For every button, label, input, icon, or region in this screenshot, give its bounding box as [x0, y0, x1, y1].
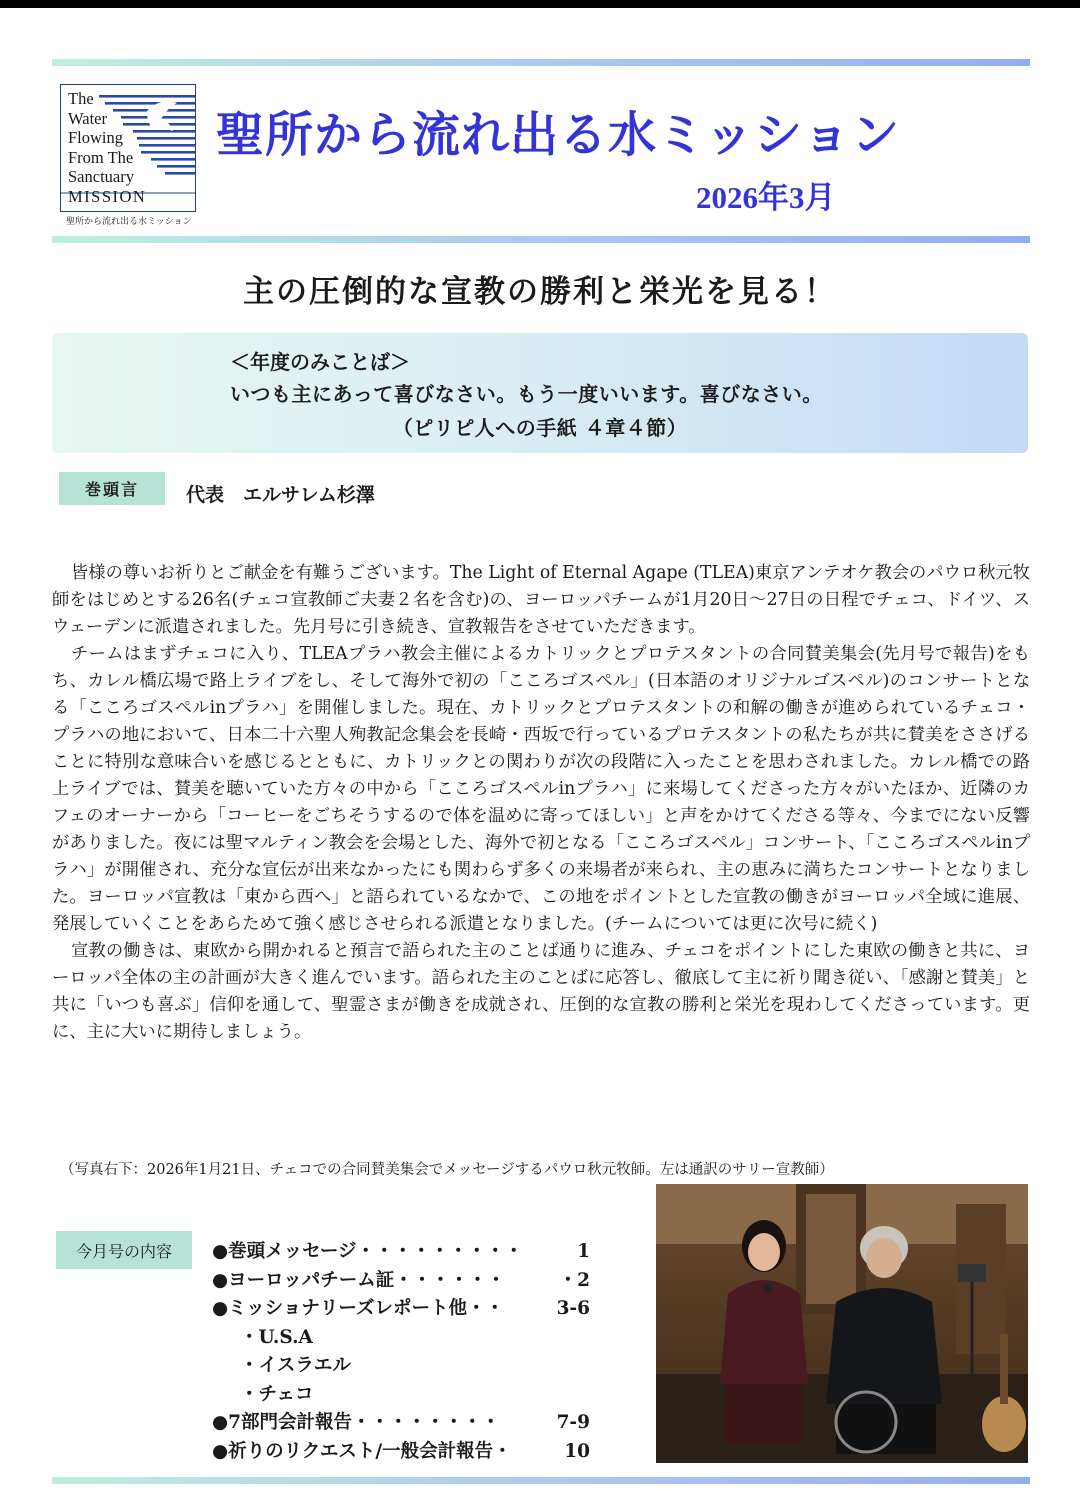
logo-line-6: MISSION [68, 186, 147, 206]
toc-subitem [212, 1324, 612, 1353]
preface-paragraph-3: 宣教の働きは、東欧から開かれると預言で語られた主のことば通りに進み、チェコをポイントにした東欧の働きと共に、ヨーロッパ全体の主の計画が大きく進んでいます。語られた主のことばに応答し、徹底して主に祈り聞き従い、「感謝と賛美」と共に「いつも喜ぶ」信仰を通して、聖霊さまが働きを成就され、圧倒的な宣教の勝利と栄光を現わしてくださっています。更に、主に大いに期待しましょう。 [52, 941, 1030, 1042]
toc-item [212, 1409, 612, 1438]
team-photo [656, 1184, 1028, 1463]
toc-subitem [212, 1381, 612, 1410]
logo-wordmark [68, 89, 193, 206]
logo-line-3: Flowing [68, 128, 124, 147]
top-black-bar [0, 0, 1080, 8]
preface-body [52, 560, 1030, 1046]
table-of-contents [212, 1238, 612, 1466]
toc-item [212, 1238, 612, 1267]
logo-box [60, 84, 196, 212]
verse-text: いつも主にあって喜びなさい。もう一度いいます。喜びなさい。 [230, 382, 823, 406]
toc-item-page: 10 [564, 1440, 590, 1462]
contents-tag: 今月号の内容 [56, 1231, 192, 1269]
photo-caption: （写真右下：2026年1月21日、チェコでの合同賛美集会でメッセージするパウロ秋元牧師。左は通訳のサリー宣教師） [60, 1162, 834, 1178]
verse-heading: ＜年度のみことば＞ [230, 350, 410, 374]
mission-logo [60, 84, 196, 226]
toc-subitem-label: ・U.S.A [240, 1326, 313, 1348]
preface-paragraph-2: チームはまずチェコに入り、TLEAプラハ教会主催によるカトリックとプロテスタントの合同賛美集会(先月号で報告)をもち、カレル橋広場で路上ライブをし、そして海外で初の「こころゴスペル」(日本語のオリジナルゴスペル)のコンサートとなる「こころゴスペルinプラハ」を開催しました。現在、カトリックとプロテスタントの和解の働きが進められているチェコ・プラハの地において、日本二十六聖人殉教記念集会を長崎・西坂で行っているプロテスタントの私たちが共に賛美をささげることに特別な意味合いを感じるとともに、カトリックとの関わりが次の段階に入ったことを思わされました。カレル橋での路上ライブでは、賛美を聴いていた方々の中から「こころゴスペルinプラハ」に来場してくださった方々がいたほか、近隣のカフェのオーナーから「コーヒーをごちそうするので体を温めに寄ってほしい」と声をかけてくださる等々、今までにない反響がありました。夜には聖マルティン教会を会場とした、海外で初となる「こころゴスペル」コンサート、「こころゴスペルinプラハ」が開催され、充分な宣伝が出来なかったにも関わらず多くの来場者が来られ、主の恵みに満ちたコンサートとなりました。ヨーロッパ宣教は「東から西へ」と語られているなかで、この地をポイントとした宣教の働きがヨーロッパ全域に進展、発展していくことをあらためて強く感じさせられる派遣となりました。(チームについては更に次号に続く) [52, 644, 1031, 934]
toc-item [212, 1295, 612, 1324]
preface-author: 代表 エルサレム杉澤 [186, 484, 375, 506]
header-bottom-band [52, 236, 1030, 243]
footer-band [52, 1477, 1030, 1484]
toc-item [212, 1267, 612, 1296]
logo-line-5: Sanctuary [68, 167, 134, 186]
toc-item-page: 1 [577, 1241, 590, 1262]
verse-reference: （ピリピ人への手紙 ４章４節） [392, 416, 688, 440]
toc-item-page: 3-6 [556, 1298, 590, 1319]
toc-item-label: ●ミッショナリーズレポート他・・ [212, 1298, 504, 1319]
logo-caption: 聖所から流れ出る水ミッション [66, 217, 192, 227]
toc-item-page: 7-9 [556, 1412, 590, 1433]
toc-item-page: ・2 [558, 1269, 590, 1291]
toc-subitem [212, 1352, 612, 1381]
headline: 主の圧倒的な宣教の勝利と栄光を見る！ [243, 274, 837, 310]
toc-item-label: ●祈りのリクエスト/一般会計報告・ [212, 1440, 512, 1462]
logo-line-2: Water [68, 108, 107, 128]
toc-subitem-label: ・チェコ [240, 1383, 314, 1405]
preface-paragraph-1: 皆様の尊いお祈りとご献金を有難うございます。The Light of Eternal Agape (TLEA)東京アンテオケ教会のパウロ秋元牧師をはじめとする26名(チェコ宣教師ご夫妻２名を含む)の、ヨーロッパチームが1月20日〜27日の日程でチェコ、ドイツ、スウェーデンに派遣されました。先月号に引き続き、宣教報告をさせていただきます。 [52, 563, 1030, 637]
toc-subitem-label: ・イスラエル [240, 1355, 351, 1376]
toc-item-label: ●ヨーロッパチーム証・・・・・・ [212, 1269, 506, 1291]
toc-item-label: ●巻頭メッセージ・・・・・・・・・ [212, 1241, 524, 1262]
header-top-band [52, 59, 1030, 66]
issue-date: 2026年3月 [696, 180, 836, 215]
photo-illustration [656, 1184, 1028, 1463]
newsletter-title: 聖所から流れ出る水ミッション [216, 107, 901, 163]
preface-tag: 巻頭言 [59, 472, 165, 505]
toc-item-label: ●7部門会計報告・・・・・・・・ [212, 1412, 501, 1433]
toc-item [212, 1438, 612, 1467]
logo-line-4: From The [68, 147, 134, 167]
logo-line-1: The [68, 89, 94, 108]
